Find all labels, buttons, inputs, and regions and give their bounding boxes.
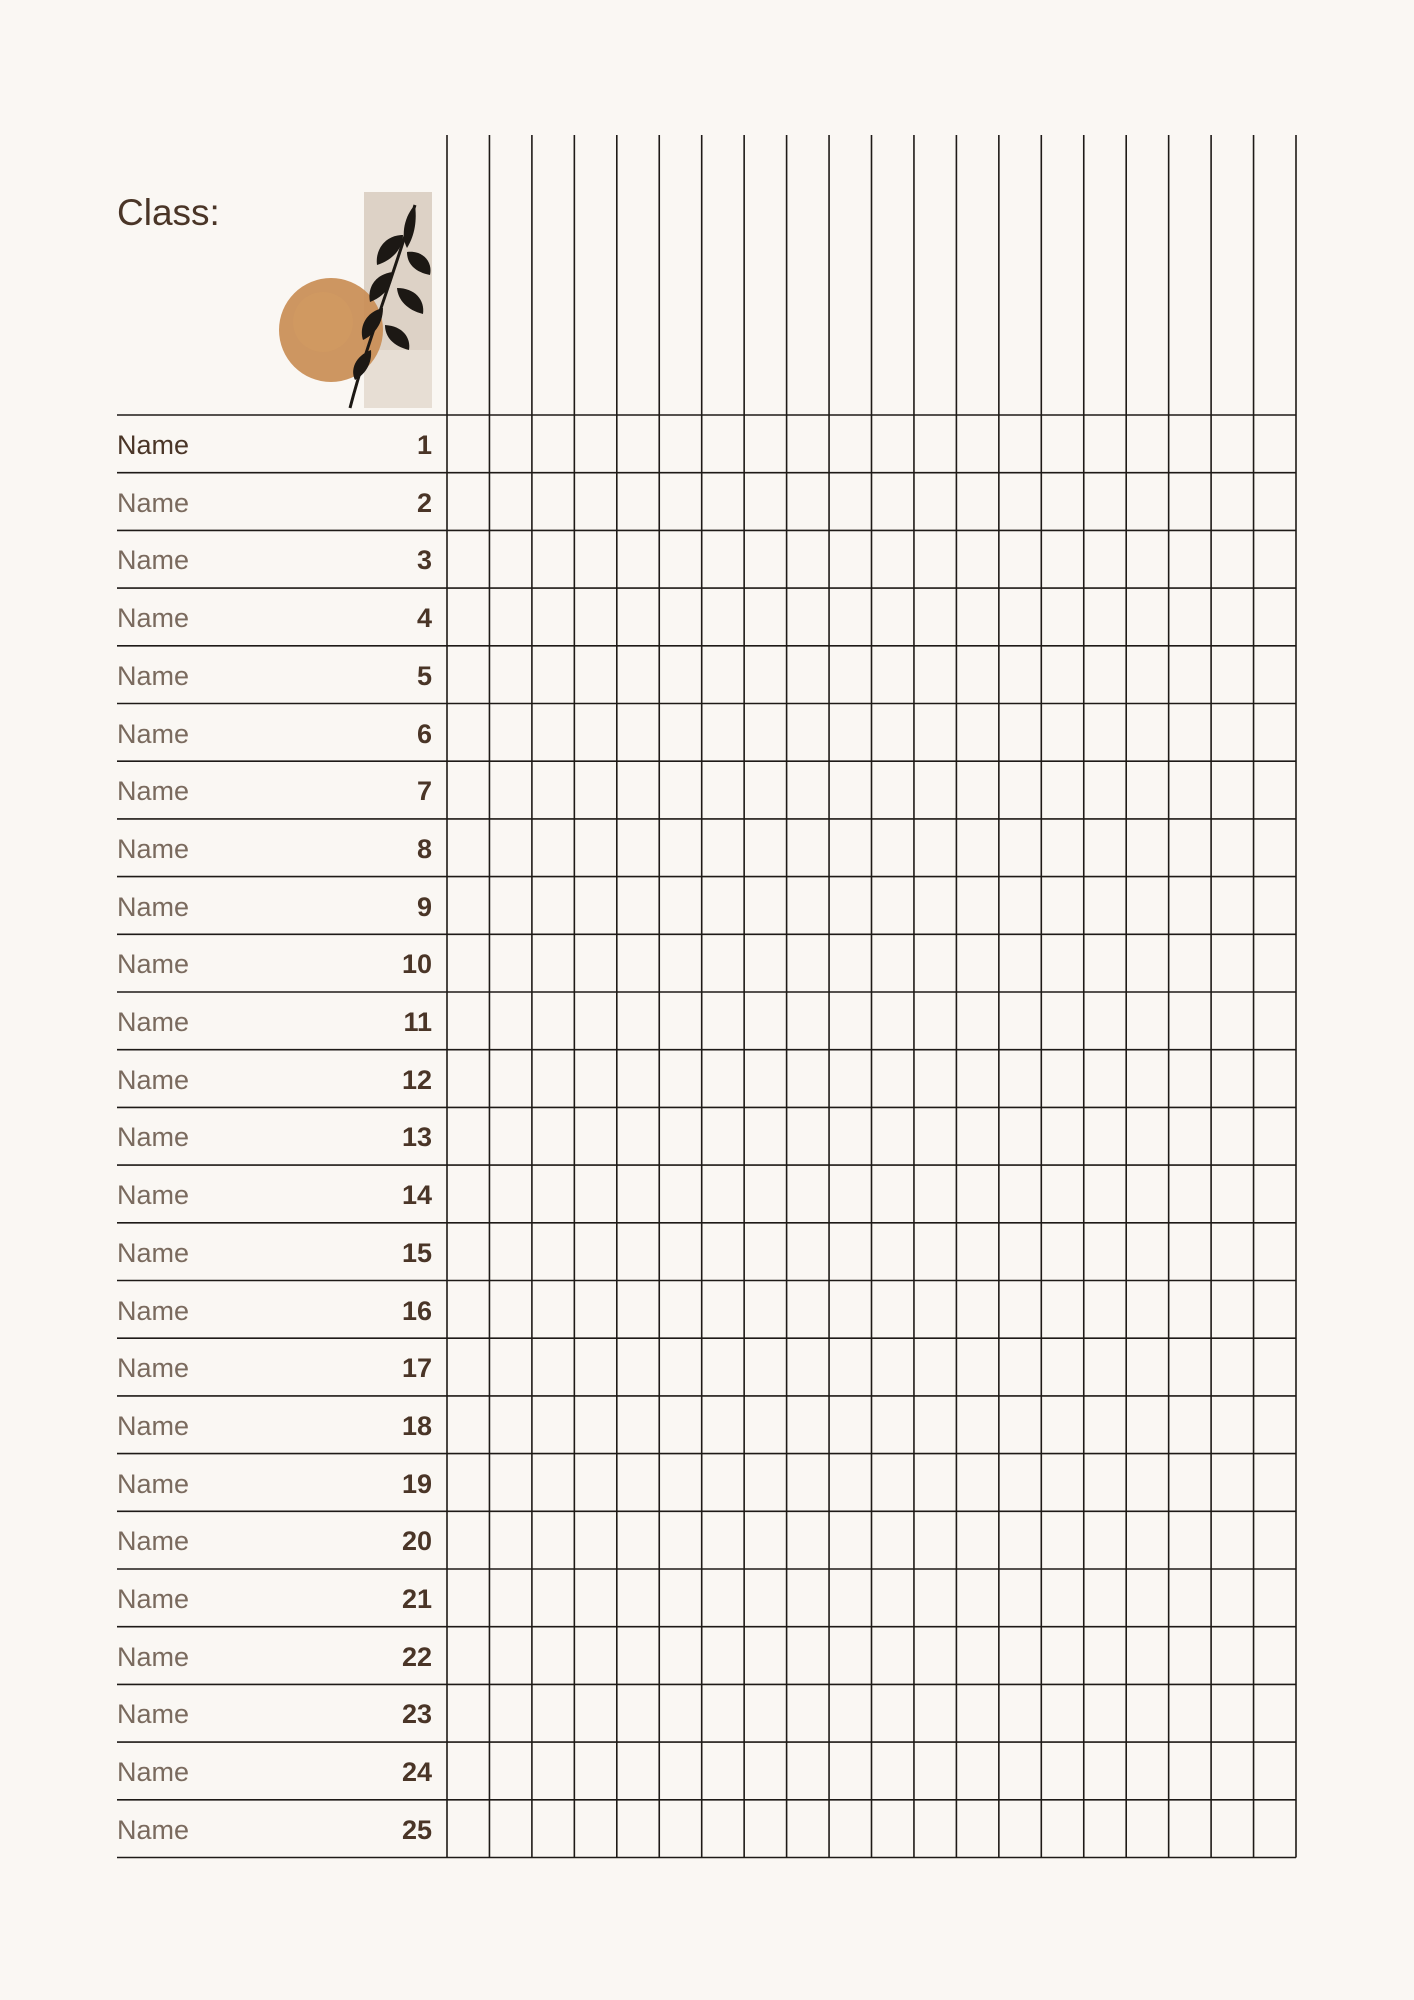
- student-name[interactable]: Name: [117, 1410, 190, 1441]
- student-name[interactable]: Name: [117, 603, 190, 634]
- row-number: 19: [401, 1468, 432, 1499]
- row-number: 24: [401, 1757, 432, 1788]
- class-label: Class:: [117, 192, 220, 233]
- row-number: 10: [401, 949, 432, 980]
- student-name[interactable]: Name: [117, 1526, 190, 1557]
- student-name[interactable]: Name: [117, 1122, 190, 1153]
- student-name[interactable]: Name: [117, 1064, 190, 1095]
- row-number: 8: [416, 833, 432, 864]
- student-name[interactable]: Name: [117, 1353, 190, 1384]
- student-name[interactable]: Name: [117, 487, 190, 518]
- student-name[interactable]: Name: [117, 1584, 190, 1614]
- row-number: 2: [416, 487, 432, 518]
- student-name[interactable]: Name: [117, 1180, 190, 1211]
- row-number: 18: [401, 1410, 432, 1441]
- row-number: 4: [416, 603, 432, 634]
- student-name[interactable]: Name: [117, 949, 190, 980]
- row-number: 25: [401, 1814, 432, 1845]
- student-name[interactable]: Name: [117, 1237, 190, 1268]
- student-name[interactable]: Name: [117, 660, 190, 691]
- row-number: 9: [416, 891, 432, 922]
- student-name[interactable]: Name: [117, 776, 190, 807]
- student-name[interactable]: Name: [117, 1468, 190, 1499]
- row-number: 6: [416, 718, 432, 749]
- student-name[interactable]: Name: [117, 1814, 190, 1845]
- student-name[interactable]: Name: [117, 545, 190, 576]
- student-name[interactable]: Name: [117, 1007, 190, 1037]
- row-number: 3: [416, 545, 432, 576]
- row-number: 16: [401, 1295, 432, 1326]
- row-number: 21: [401, 1584, 432, 1614]
- student-name[interactable]: Name: [117, 718, 190, 749]
- row-number: 15: [401, 1237, 432, 1268]
- row-number: 22: [401, 1641, 432, 1672]
- student-name[interactable]: Name: [117, 833, 190, 864]
- row-number: 23: [401, 1699, 432, 1730]
- row-number: 12: [401, 1064, 432, 1095]
- student-name[interactable]: Name: [117, 1757, 190, 1788]
- student-name[interactable]: Name: [117, 1641, 190, 1672]
- row-number: 17: [401, 1353, 432, 1384]
- row-number: 14: [401, 1180, 432, 1211]
- student-name[interactable]: Name: [117, 1699, 190, 1730]
- row-number: 7: [416, 776, 432, 807]
- row-number: 13: [401, 1122, 432, 1153]
- row-number: 11: [403, 1007, 432, 1037]
- student-name[interactable]: Name: [117, 1295, 190, 1326]
- student-name[interactable]: Name: [117, 891, 190, 922]
- row-number: 20: [401, 1526, 432, 1557]
- row-number: 5: [416, 660, 432, 691]
- row-number: 1: [416, 430, 432, 460]
- student-name[interactable]: Name: [117, 430, 190, 460]
